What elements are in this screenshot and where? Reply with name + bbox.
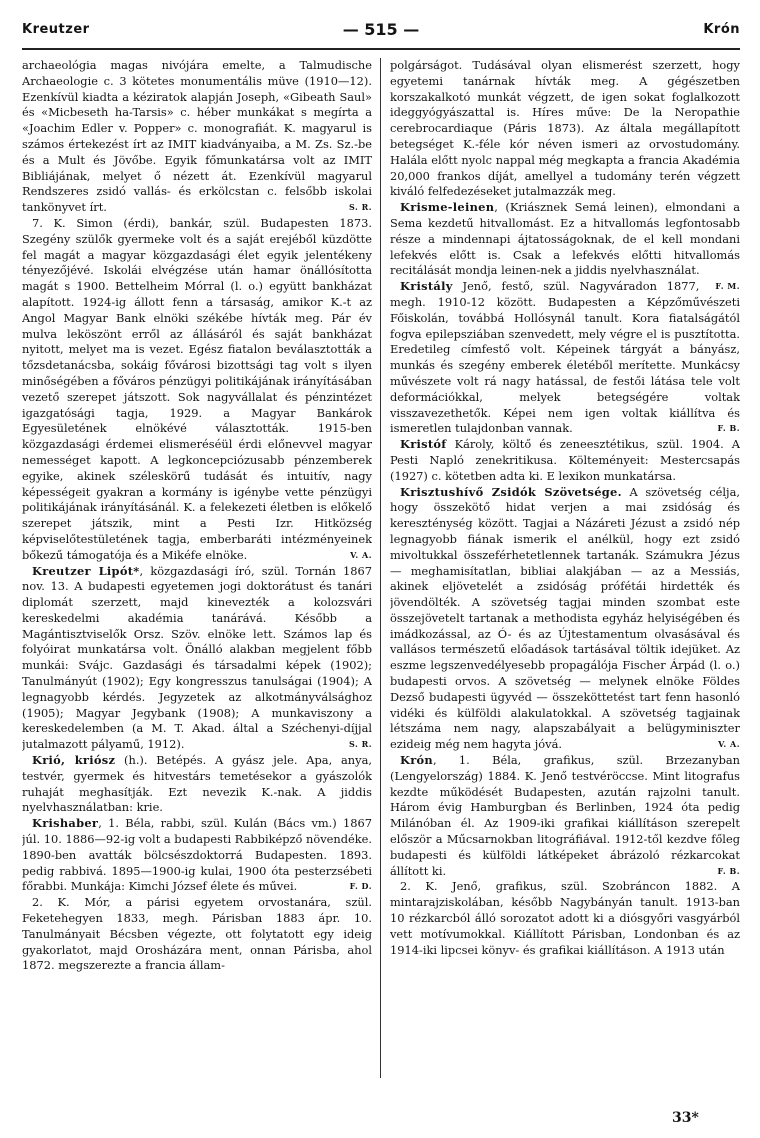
- entry-text: Jenő, festő, szül. Nagyváradon 1877, megh. 1910-12 között. Budapesten a Képzőművészeti Főiskolán, továbbá Hollósynál tanult. Kora fiatalságától fogva epilepsziában szenvedett, mely végre el is pusztította. Eredetileg címfestő volt. Képeinek tárgyát a bányász, munkás és szegény emberek életéből merítette. Munkácsy művészete volt rá nagy hatással, de festői látása tele volt deformációkkal, melyek betegségére voltak visszavezethetők. Képei nem igen voltak kiállítva és ismeretlen tulajdonban vannak.: [390, 279, 740, 436]
- right-column: [390, 58, 740, 1108]
- author-signature: V. A.: [350, 549, 372, 560]
- entry-headword: Krón: [400, 753, 433, 768]
- entry-text: , 1. Béla, rabbi, szül. Kulán (Bács vm.) 1867 júl. 10. 1886—92-ig volt a budapesti Rabbiképző növendéke. 1890-ben avatták bölcsészdoktorrá Budapesten. 1893. pedig rabbivá. 1895—1900-ig kulai, 1900 óta pesterzsébeti főrabbi. Munkája: Kimchi József élete és művei.: [22, 816, 372, 894]
- footer-page-number: 33*: [672, 1110, 699, 1126]
- entry-paragraph: [390, 437, 740, 484]
- header-left-headword: Kreutzer: [22, 22, 90, 37]
- author-signature: F. B.: [717, 865, 740, 876]
- entry-headword: Kristóf: [400, 437, 447, 452]
- entry-paragraph: [22, 895, 372, 974]
- entry-paragraph: [390, 279, 740, 437]
- entry-paragraph: [390, 485, 740, 754]
- entry-text: , (Kriásznek Semá leinen), elmondani a Sema kezdetű hitvallomást. Ez a hitvallomás legfontosabb része a mindennapi ájtatosságoknak, de el kell mondani lefekvés előtt is. Csak a lefekvés előtti hitvallomás recitálását mondja leinen-nek a jiddis nyelvhasználat.: [390, 200, 740, 278]
- entry-text: polgárságot. Tudásával olyan elismerést szerzett, hogy egyetemi tanárnak hívták meg. A gégészetben korszakalkotó munkát végzett, de igen sokat foglalkozott ideggyógyászattal is. Híres műve: De la Neropathie cerebrocardiaque (Páris 1873). Az általa megállapított betegséget K.-féle kór néven ismeri az orvostudomány. Halála előtt nyolc nappal még megkapta a francia Akadémia 20,000 frankos díját, amellyel a tudomány terén végzett kiváló felfedezéseket jutalmazzák meg.: [390, 58, 740, 199]
- entry-text: 2. K. Jenő, grafikus, szül. Szobráncon 1882. A mintarajziskolában, később Nagybányán tanult. 1913-ban 10 rézkarcból álló sorozatot adott ki a diósgyőri vasgyárból vett motívumokkal. Kiállított Párisban, Londonban és az 1914-iki lipcsei könyv- és grafikai kiállításon. A 1913 után: [390, 879, 740, 957]
- column-divider: [380, 58, 381, 1078]
- author-signature: F. M.: [715, 281, 740, 292]
- entry-text: Károly, költő és zeneesztétikus, szül. 1904. A Pesti Napló zenekritikusa. Költeményeit: Mestercsapás (1927) c. kötetben adta ki. E lexikon munkatársa.: [390, 437, 740, 483]
- entry-text: archaeológia magas nivójára emelte, a Talmudische Archaeologie c. 3 kötetes monumentális müve (1910—12). Ezenkívül kiadta a kéziratok alapján Joseph, «Gibeath Saul» és «Micbeseth ha-Tarsis» c. héber munkákat s megírta a «Joachim Edler v. Popper» c. monografiát. K. magyarul is számos értekezést írt az IMIT kiadványaiba, a M. Zs. Sz.-be és a Mult és Jövőbe. Egyik főmunkatársa volt az IMIT Bibliájának, melyet ő nézett át. Ezenkívül magyarul Rendszeres zsidó vallás- és erkölcstan c. felsőbb iskolai tankönyvet írt.: [22, 58, 372, 215]
- author-signature: S. R.: [349, 202, 372, 213]
- entry-paragraph: [22, 816, 372, 895]
- left-column: [22, 58, 372, 1108]
- author-signature: V. A.: [718, 739, 740, 750]
- entry-paragraph: [390, 753, 740, 879]
- author-signature: F. D.: [349, 881, 372, 892]
- header-right-headword: Krón: [703, 22, 740, 37]
- entry-paragraph: [22, 58, 372, 216]
- header-page-number: — 515 —: [342, 20, 420, 39]
- entry-text: 7. K. Simon (érdi), bankár, szül. Budapesten 1873. Szegény szülők gyermeke volt és a saját erejéből küzdötte fel magát a magyar közgazdasági élet egyik jelentékeny tényezőjévé. Iskolái elvégzése után hamar önállósította magát s 1900. Bettelheim Mórral (l. o.) együtt bankházat alapított. 1924-ig állott fenn a társaság, amikor K.-t az Angol Magyar Bank elnöki székébe hívták meg. Pár év mulva leköszönt erről az állásáról és saját bankházat nyitott, melyet ma is vezet. Egész fiatalon beválasztották a tőzsdetanácsba, sokáig fővárosi bizottsági tag volt s ilyen minőségében a főváros pénzügyi politikájának irányításában vezető szerepet játszott. Sok nagyvállalat és pénzintézet igazgatósági tagja, 1929. a Magyar Bankárok Egyesületének elnökévé választották. 1915-ben közgazdasági érdemei elismeréséül érdi előnevvel magyar nemességet kapott. A legkoncepciózusabb pénzemberek egyike, akinek széleskörű tudását és intuitív, nagy képességeit gyakran a kormány is igénybe vette pénzügyi politikájának irányításánál. K. a felekezeti életben is előkelő szerepet játszik, mint a Pesti Izr. Hitközség képviselőtestületének tagja, emberbaráti intézményeinek bőkezű támogatója és a Mikéfe elnöke.: [22, 215, 372, 562]
- running-header: [22, 18, 740, 50]
- author-signature: F. B.: [717, 423, 740, 434]
- entry-text: (h.). Betépés. A gyász jele. Apa, anya, testvér, gyermek és hitvestárs temetésekor a gyászolók ruhaját meghasítják. Ezt nevezik K.-nak. A jiddis nyelvhasználatban: krie.: [22, 753, 372, 815]
- entry-text: , 1. Béla, grafikus, szül. Brzezanyban (Lengyelország) 1884. K. Jenő testvéröccse. Mint litografus kezdte működését Budapesten, azután rajzolni tanult. Három évig Hamburgban és Berlinben, 1924 óta pedig Milánóban él. Az 1909-iki grafikai kiállításon szerepelt először a Műcsarnokban litográfiával. 1912-től kezdve főleg budapesti és külföldi látképeket ábrázoló rézkarcokat állított ki.: [390, 753, 740, 878]
- entry-headword: Kristály: [400, 279, 453, 294]
- author-signature: S. R.: [349, 739, 372, 750]
- entry-paragraph: [22, 753, 372, 816]
- entry-headword: Krió, kriósz: [32, 753, 116, 768]
- entry-headword: Krishaber: [32, 816, 99, 831]
- entry-headword: Krisme-leinen: [400, 200, 495, 215]
- entry-text: , közgazdasági író, szül. Tornán 1867 nov. 13. A budapesti egyetemen jogi doktorátust és tanári diplomát szerzett, majd kinevezték a kolozsvári kereskedelmi akadémia tanárává. Később a Magántisztviselők Orsz. Szöv. elnöke lett. Számos lap és folyóirat munkatársa volt. Önálló alakban megjelent főbb munkái: Svájc. Gazdasági és társadalmi képek (1902); Tanulmányút (1902); Egy kongresszus tanulságai (1904); A legnagyobb kérdés. Jegyzetek az alkotmányválsághoz (1905); Magyar Jegybank (1908); A munkaviszony a kereskedelemben (a M. T. Akad. által a Széchenyi-díjjal jutalmazott pályamű, 1912).: [22, 563, 372, 752]
- entry-headword: Kreutzer Lipót*: [32, 563, 140, 578]
- entry-paragraph: [390, 58, 740, 200]
- entry-paragraph: [22, 216, 372, 564]
- entry-text: 2. K. Mór, a párisi egyetem orvostanára, szül. Feketehegyen 1833, megh. Párisban 1883 ápr. 10. Tanulmányait Bécsben végezte, ott folytatott egy ideig gyakorlatot, majd Orosházára ment, onnan Párisba, ahol 1872. megszerezte a francia állam-: [22, 895, 372, 973]
- entry-paragraph: [390, 879, 740, 958]
- entry-text: A szövetség célja, hogy összekötő hidat verjen a mai zsidóság és kereszténység között. Tagjai a Názáreti Jézust a zsidó nép legnagyobb fiának ismerik el anélkül, hogy ezt zsidó mivoltukkal összeférhetetlennek tartanák. Számukra Jézus — meghamisítatlan, bibliai alakjában — az a Messiás, akinek eljövetelét a zsidóság prófétái hirdették és jövendölték. A szövetség tagjai minden szombat este összejövetelt tartanak a methodista egyház helyiségében és imádkozással, az Ó- és az Újtestamentum olvasásával és vallásos természetű előadások tartásával töltik idejüket. Az eszme legszenvedélyesebb propagálója Fischer Árpád (l. o.) budapesti orvos. A szövetség — melynek elnöke Földes Dezső budapesti ügyvéd — összeköttetést tart fenn hasonló vidéki és külföldi alakulatokkal. A szövetség tagjainak létszáma nem nagy, alapszabályait a belügyminiszter ezideig még nem hagyta jóvá.: [390, 484, 740, 752]
- entry-headword: Krisztushívő Zsidók Szövetsége.: [400, 484, 622, 499]
- entry-paragraph: [22, 564, 372, 754]
